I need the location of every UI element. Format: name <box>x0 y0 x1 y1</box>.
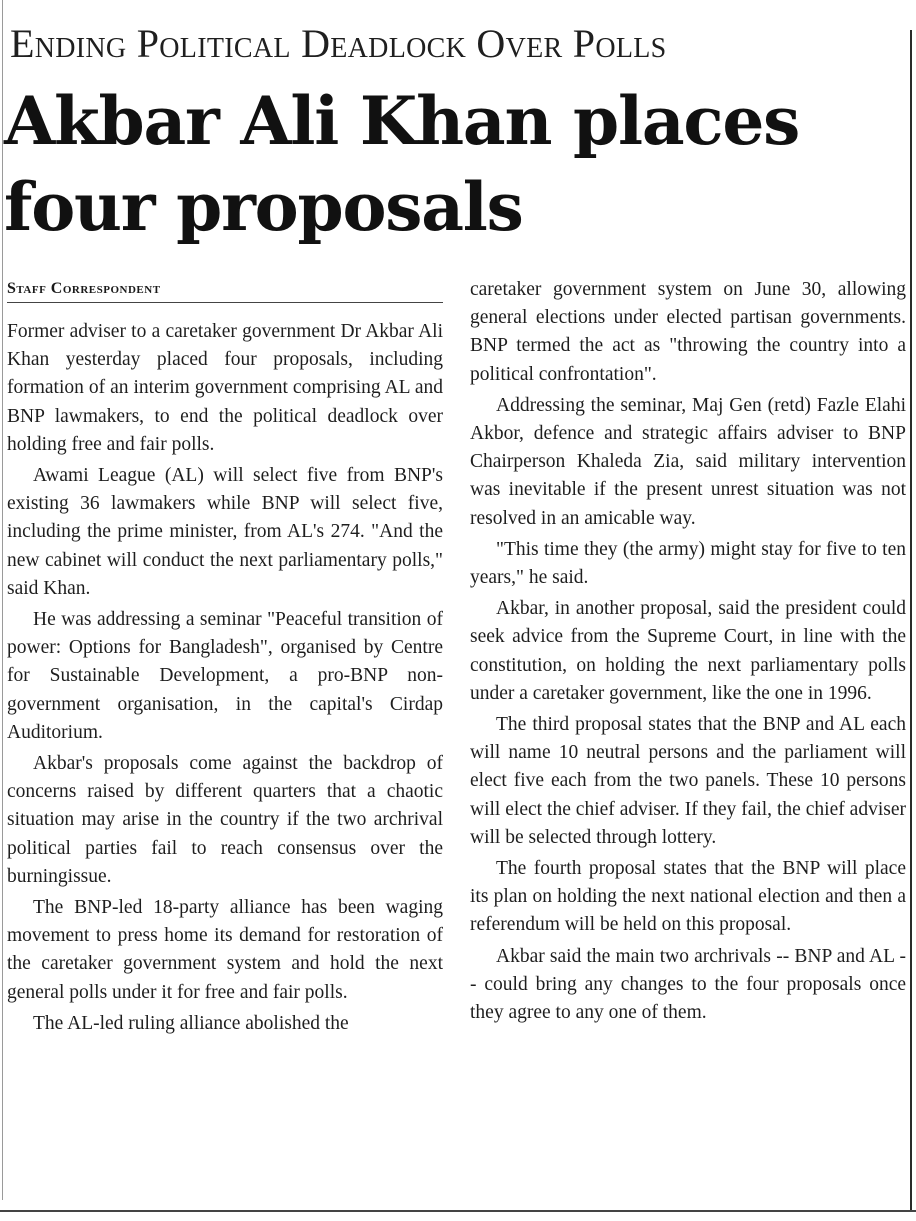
page-left-border <box>2 0 3 1200</box>
article-paragraph: The fourth proposal states that the BNP will place its plan on holding the next national election and then a referendum will be held on this proposal. <box>470 858 906 936</box>
page-right-border <box>910 30 912 1210</box>
article-kicker: Ending Political Deadlock Over Polls <box>10 21 667 66</box>
article-paragraph: Akbar said the main two archrivals -- BNP and AL -- could bring any changes to the four proposals once they agree to any one of them. <box>470 945 906 1024</box>
article-paragraph: "This time they (the army) might stay for five to ten years," he said. <box>470 538 906 589</box>
article-column-left <box>7 318 443 1041</box>
article-byline: Staff Correspondent <box>7 280 161 297</box>
article-paragraph: Akbar's proposals come against the backdrop of concerns raised by different quarters that a chaotic situation may arise in the country if the two archrival political parties fail to reach consensus over the burningissue. <box>7 753 443 887</box>
article-paragraph: caretaker government system on June 30, allowing general elections under elected partisan governments. BNP termed the act as "throwing the country into a political confrontation". <box>470 279 906 385</box>
article-paragraph: The third proposal states that the BNP and AL each will name 10 neutral persons and the parliament will elect five each from the two panels. These 10 persons will elect the chief adviser. If they fail, the chief adviser will be selected through lottery. <box>470 714 906 848</box>
article-paragraph: Addressing the seminar, Maj Gen (retd) Fazle Elahi Akbor, defence and strategic affairs adviser to BNP Chairperson Khaleda Zia, said military intervention was inevitable if the present unrest situation was not resolved in an amicable way. <box>470 394 906 529</box>
article-headline: Akbar Ali Khan places four proposals <box>4 82 800 246</box>
article-paragraph: Awami League (AL) will select five from BNP's existing 36 lawmakers while BNP will select five, including the prime minister, from AL's 274. "And the new cabinet will conduct the next parliamentary polls," said Khan. <box>7 465 443 599</box>
article-paragraph: Akbar, in another proposal, said the president could seek advice from the Supreme Court, in line with the constitution, on holding the next parliamentary polls under a caretaker government, like the one in 1996. <box>470 598 906 704</box>
article-paragraph: He was addressing a seminar "Peaceful transition of power: Options for Bangladesh", organised by Centre for Sustainable Development, a pro-BNP non-government organisation, in the capital's Cirdap Auditorium. <box>7 609 443 743</box>
article-paragraph: The BNP-led 18-party alliance has been waging movement to press home its demand for restoration of the caretaker government system and hold the next general polls under it for free and fair polls. <box>7 897 443 1003</box>
page-bottom-border <box>0 1210 916 1212</box>
article-paragraph: The AL-led ruling alliance abolished the <box>33 1012 349 1034</box>
article-column-right <box>470 276 906 1030</box>
article-paragraph: Former adviser to a caretaker government Dr Akbar Ali Khan yesterday placed four proposals, including formation of an interim government comprising AL and BNP lawmakers, to end the political deadlock over holding free and fair polls. <box>7 321 443 455</box>
byline-rule <box>7 278 443 303</box>
